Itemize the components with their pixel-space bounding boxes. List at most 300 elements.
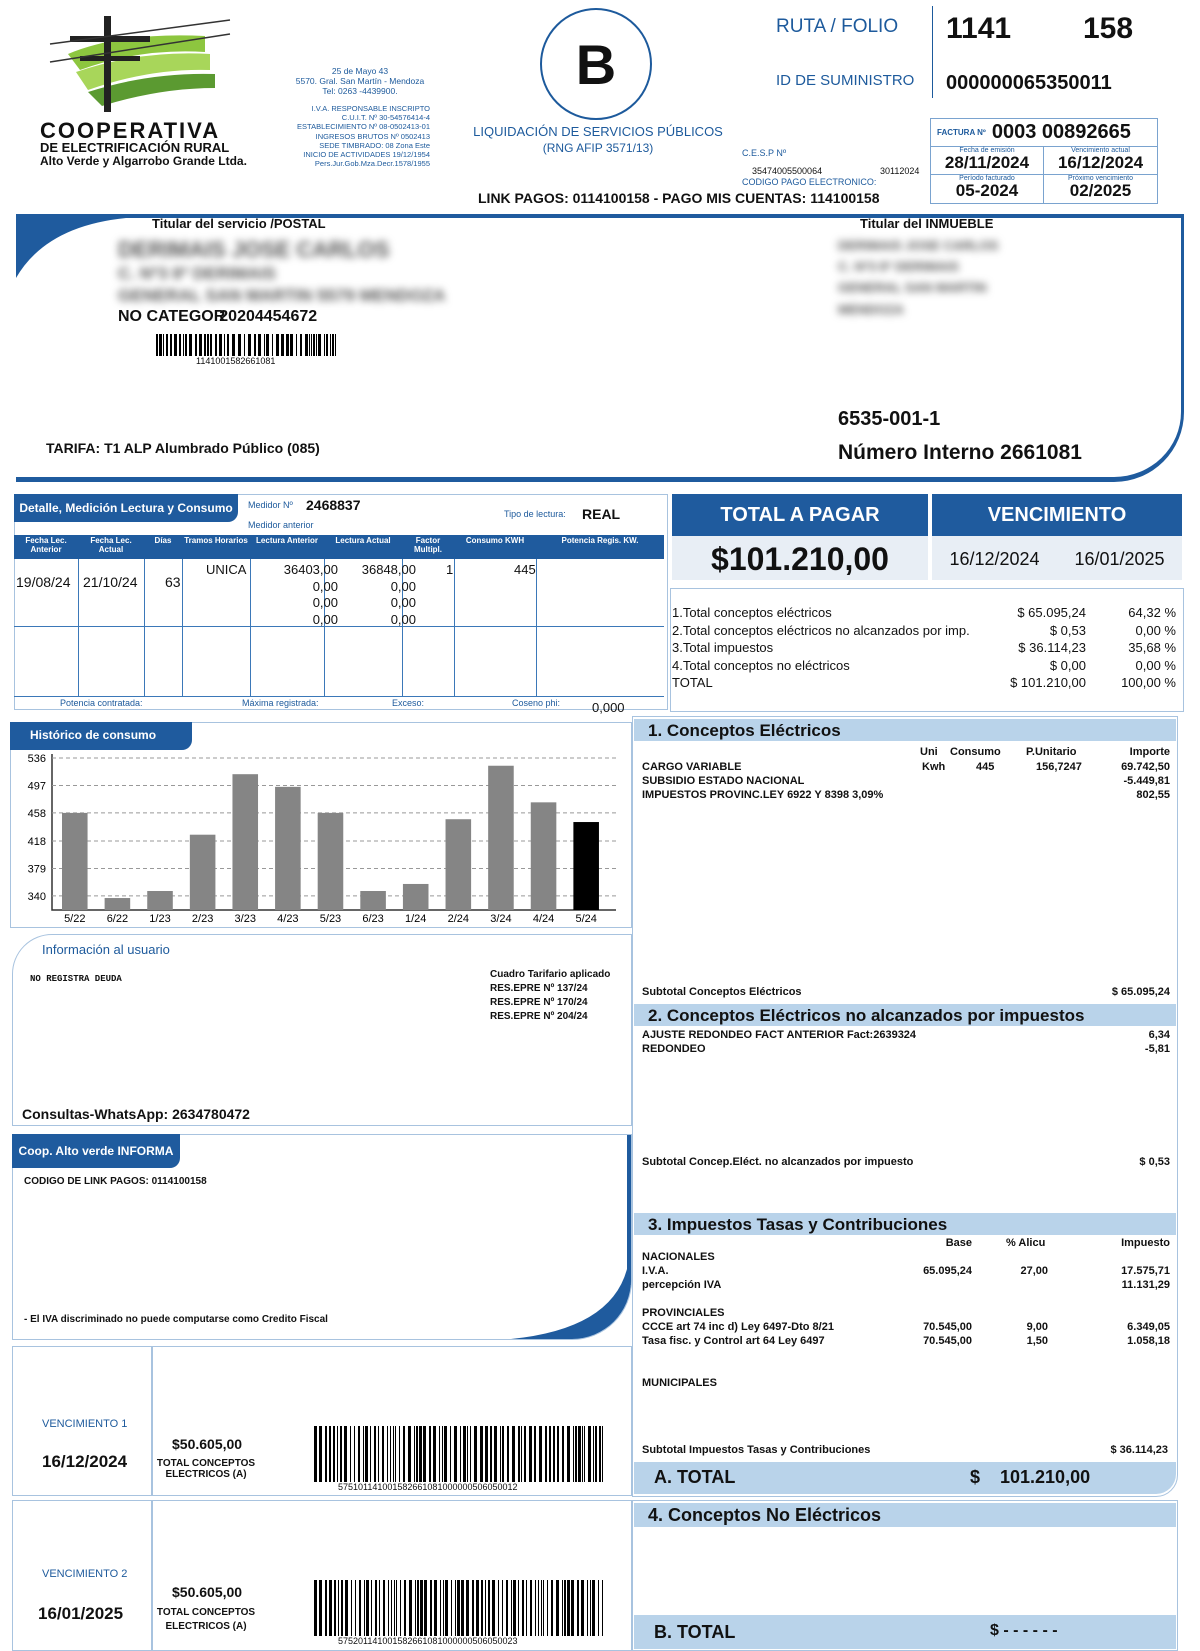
- barcode-bar: [488, 1580, 490, 1636]
- maxima-registrada-label: Máxima registrada:: [242, 698, 319, 708]
- barcode-bar: [238, 334, 241, 356]
- barcode-bar: [166, 334, 168, 356]
- barcode-bar: [391, 1580, 392, 1636]
- barcode-bar: [492, 1580, 495, 1636]
- barcode-bar: [296, 334, 297, 356]
- concepto-row: [642, 788, 1170, 802]
- info-title: Información al usuario: [42, 942, 170, 957]
- barcode-bar: [461, 1580, 464, 1636]
- invoice-letter: B: [575, 32, 617, 96]
- header-consumo: Consumo: [950, 746, 1001, 758]
- lectura-value: 36403,00: [283, 562, 338, 577]
- barcode-bar: [334, 1580, 336, 1636]
- chart-bar: [105, 898, 131, 910]
- barcode-bar: [326, 334, 328, 356]
- medicion-header-cell: Días: [154, 536, 172, 545]
- concepto-label: IMPUESTOS PROVINC.LEY 6922 Y 8398 3,09%: [642, 789, 884, 801]
- x-tick-label: 1/24: [404, 913, 427, 925]
- concepto-label: CARGO VARIABLE: [642, 761, 742, 773]
- iva-label: I.V.A.: [642, 1265, 669, 1277]
- barcode-bar: [529, 1426, 532, 1482]
- company-subtitle: DE ELECTRIFICACIÓN RURAL: [40, 140, 230, 155]
- barcode-bar: [564, 1580, 566, 1636]
- barcode-bar: [526, 1580, 527, 1636]
- barcode-bar: [272, 334, 273, 356]
- consumption-chart: [10, 750, 632, 930]
- barcode-bar: [395, 1426, 396, 1482]
- vertical-divider: [932, 6, 933, 98]
- barcode-bar: [485, 1580, 486, 1636]
- barcode-bar: [204, 334, 206, 356]
- barcode-bar: [485, 1426, 488, 1482]
- concepto-row: [642, 1028, 1170, 1042]
- barcode-bar: [599, 1426, 601, 1482]
- folio-value: 158: [1083, 12, 1134, 45]
- barcode-bar: [159, 334, 162, 356]
- y-tick-label: 379: [27, 863, 46, 876]
- barcode-bar: [316, 334, 317, 356]
- holder-name: DERIMAIS JOSE CARLOS: [118, 237, 390, 262]
- stub-1-desc: [154, 1458, 258, 1480]
- x-tick-label: 3/23: [234, 913, 256, 925]
- barcode-bar: [330, 334, 331, 356]
- totals-row-label: TOTAL: [672, 675, 713, 690]
- ccce-impuesto: 6.349,05: [1127, 1321, 1170, 1333]
- barcode-bar: [442, 1426, 443, 1482]
- barcode-bar: [592, 1580, 595, 1636]
- barcode-bar: [396, 1580, 397, 1636]
- header-base: Base: [945, 1237, 972, 1249]
- medicion-headers: [14, 535, 664, 559]
- numero-interno: Número Interno 2661081: [838, 441, 1082, 464]
- barcode-bar: [185, 334, 187, 356]
- s1-subtotal-label: Subtotal Conceptos Eléctricos: [642, 986, 802, 998]
- barcode-bar: [463, 1426, 466, 1482]
- barcode-bar: [382, 1426, 384, 1482]
- barcode-bar: [593, 1426, 594, 1482]
- barcode-bar: [433, 1426, 436, 1482]
- barcode-bar: [266, 334, 269, 356]
- deuda-text: NO REGISTRA DEUDA: [30, 974, 122, 984]
- vencimiento-label: VENCIMIENTO: [932, 494, 1182, 536]
- concepto-row: [642, 774, 1170, 788]
- barcode-bar: [345, 1580, 348, 1636]
- stub-1-code: 57510114100158266108100000050605001​2: [338, 1482, 518, 1492]
- barcode-bar: [443, 1580, 444, 1636]
- percepcion-label: percepción IVA: [642, 1279, 722, 1291]
- barcode-bar: [355, 1580, 356, 1636]
- cesp-label: C.E.S.P Nº: [742, 148, 787, 158]
- concepto-label: SUBSIDIO ESTADO NACIONAL: [642, 775, 805, 787]
- barcode-bar: [156, 334, 158, 356]
- total-label: TOTAL A PAGAR: [672, 494, 928, 536]
- lectura-value: 0,00: [312, 611, 338, 627]
- barcode-bar: [354, 1426, 355, 1482]
- s3-content: [642, 1236, 1170, 1436]
- barcode-bar: [363, 1426, 364, 1482]
- barcode-bar: [513, 1580, 516, 1636]
- barcode-bar: [383, 1580, 385, 1636]
- barcode-bar: [370, 1426, 371, 1482]
- barcode-bar: [457, 1580, 460, 1636]
- coseno-value: 0,000: [592, 700, 625, 715]
- venc-date-1: 16/12/2024: [949, 549, 1040, 569]
- barcode-bar: [179, 334, 181, 356]
- column-divider: [78, 559, 79, 697]
- iva-alic: 27,00: [1020, 1265, 1048, 1277]
- barcode-bar: [390, 1426, 391, 1482]
- s3-subtotal: $ 36.114,23: [1110, 1444, 1168, 1456]
- barcode-bar: [506, 1580, 508, 1636]
- totals-row-pct: 64,32 %: [1128, 605, 1176, 620]
- x-tick-label: 2/23: [191, 913, 214, 925]
- medicion-header-cell: Lectura Anterior: [256, 536, 318, 545]
- barcode-bar: [581, 1580, 584, 1636]
- barcode-bar: [224, 334, 225, 356]
- barcode-bar: [318, 334, 321, 356]
- medicion-header-cell: Lectura Actual: [335, 536, 391, 545]
- medicion-header-cell: Factor Multipl.: [414, 536, 442, 554]
- informa-title: Coop. Alto verde INFORMA: [12, 1134, 180, 1168]
- s3-subtotal-label: Subtotal Impuestos Tasas y Contribuciones: [642, 1444, 871, 1456]
- potencia-contratada-label: Potencia contratada:: [60, 698, 143, 708]
- barcode-bar: [337, 1426, 338, 1482]
- stub-2-code: 575201141001582661081000000506050023: [338, 1636, 518, 1646]
- barcode-bar: [470, 1426, 471, 1482]
- barcode-bar: [562, 1426, 564, 1482]
- barcode-bar: [466, 1580, 469, 1636]
- barcode-bar: [319, 1426, 322, 1482]
- provinciales-label: PROVINCIALES: [642, 1307, 725, 1319]
- header-importe: Importe: [1129, 746, 1170, 758]
- lectura-value: 0,00: [390, 578, 416, 594]
- company-logo: [40, 14, 240, 114]
- barcode-bar: [567, 1426, 570, 1482]
- medicion-header-cell: Consumo KWH: [465, 536, 525, 545]
- lectura-anterior: [266, 562, 338, 628]
- barcode-bar: [467, 1426, 468, 1482]
- barcode-bar: [366, 1580, 369, 1636]
- barcode-bar: [424, 1580, 427, 1636]
- tramo: UNICA: [206, 562, 247, 577]
- fiscal-line: INGRESOS BRUTOS Nº 0502413: [315, 131, 430, 141]
- fecha-emision-label: Fecha de emisión: [959, 147, 1015, 154]
- barcode-bar: [399, 1426, 400, 1482]
- barcode-bar: [539, 1426, 542, 1482]
- concepto-label: REDONDEO: [642, 1043, 706, 1055]
- percepcion-impuesto: 11.131,29: [1121, 1279, 1170, 1291]
- totals-row-label: 3.Total impuestos: [672, 640, 774, 655]
- barcode-bar: [451, 1580, 452, 1636]
- fiscal-line: Pers.Jur.Gob.Mza.Decr.1578/1955: [314, 159, 430, 169]
- barcode-bar: [541, 1580, 542, 1636]
- x-tick-label: 5/24: [575, 913, 597, 925]
- barcode-bar: [300, 334, 302, 356]
- barcode-bar: [518, 1580, 519, 1636]
- x-tick-label: 2/24: [447, 913, 470, 925]
- rng: (RNG AFIP 3571/13): [542, 141, 654, 155]
- exceso-label: Exceso:: [392, 698, 425, 708]
- stub-2-date: 16/01/2025: [38, 1604, 124, 1623]
- barcode-bar: [333, 1426, 335, 1482]
- section-2-title: 2. Conceptos Eléctricos no alcanzados por impuestos: [634, 1004, 1176, 1026]
- barcode-bar: [602, 1426, 603, 1482]
- totals-row-label: 1.Total conceptos eléctricos: [672, 605, 832, 620]
- barcode-bar: [598, 1580, 599, 1636]
- barcode-bar: [350, 1426, 351, 1482]
- barcode-bar: [314, 1426, 317, 1482]
- fiscal-info: [260, 104, 430, 168]
- barcode-bar: [325, 1580, 327, 1636]
- barcode-bar: [195, 334, 197, 356]
- barcode-bar: [374, 1426, 376, 1482]
- chart-bar: [403, 884, 429, 910]
- barcode-bar: [379, 1580, 380, 1636]
- section-1-rows: [642, 760, 1170, 802]
- column-divider: [144, 559, 145, 697]
- totals-row-amount: $ 101.210,00: [1010, 675, 1086, 690]
- barcode-bar: [530, 1580, 532, 1636]
- chart-bar: [190, 835, 216, 910]
- column-divider: [454, 559, 455, 697]
- section-4-title: 4. Conceptos No Eléctricos: [634, 1503, 1176, 1527]
- a-total-currency: $: [970, 1467, 981, 1487]
- barcode-bar: [502, 1426, 504, 1482]
- chart-bar: [488, 766, 514, 910]
- lectura-value: 36848,00: [361, 562, 416, 577]
- stub-2-barcode: [314, 1580, 606, 1636]
- section-3-title: 3. Impuestos Tasas y Contribuciones: [634, 1213, 1176, 1235]
- barcode-bar: [325, 1426, 327, 1482]
- vencimiento-dates: [932, 536, 1182, 580]
- s2-subtotal: $ 0,53: [1139, 1156, 1170, 1168]
- barcode-bar: [551, 1580, 553, 1636]
- barcode-bar: [189, 334, 192, 356]
- periodo-label: Período facturado: [959, 175, 1015, 182]
- periodo: 05-2024: [955, 181, 1019, 200]
- concepto-punit: 156,7247: [1036, 761, 1082, 773]
- cuadro-item: RES.EPRE Nº 170/24: [490, 997, 588, 1008]
- fiscal-line: INICIO DE ACTIVIDADES 19/12/1954: [303, 150, 430, 160]
- stub-2-desc: [154, 1606, 258, 1634]
- barcode-bar: [575, 1426, 577, 1482]
- barcode-bar: [587, 1580, 588, 1636]
- factura-number: 0003 00892665: [991, 121, 1131, 143]
- categoria-number: 20204454672: [219, 308, 318, 325]
- corner-curve: [16, 218, 126, 278]
- barcode-bar: [324, 334, 325, 356]
- total-amount: $101.210,00: [672, 536, 928, 580]
- power-pole-logo-icon: [40, 14, 240, 114]
- barcode-bar: [455, 1580, 456, 1636]
- chart-bar: [147, 891, 173, 910]
- header-uni: Uni: [920, 746, 938, 758]
- barcode-bar: [472, 1580, 474, 1636]
- barcode-bar: [375, 1580, 377, 1636]
- iva-note: - El IVA discriminado no puede computarse como Credito Fiscal: [24, 1314, 328, 1325]
- barcode-bar: [329, 1580, 332, 1636]
- totals-row-amount: $ 36.114,23: [1018, 640, 1086, 655]
- barcode-bar: [281, 334, 284, 356]
- section-2-rows: [642, 1028, 1170, 1056]
- y-tick-label: 418: [27, 836, 46, 849]
- barcode-bar: [423, 1426, 426, 1482]
- cuadro-title: Cuadro Tarifario aplicado: [490, 969, 611, 980]
- barcode-bar: [444, 1426, 447, 1482]
- lectura-value: 0,00: [390, 611, 416, 627]
- y-tick-label: 458: [27, 807, 46, 820]
- barcode-bar: [556, 1580, 559, 1636]
- barcode-bar: [409, 1580, 412, 1636]
- inmueble-line: C. Nº3 8º DERIMAIS: [838, 259, 959, 274]
- barcode-bar: [518, 1426, 520, 1482]
- tarifa: TARIFA: T1 ALP Alumbrado Público (085): [46, 440, 320, 456]
- ruta-value: 1141: [946, 12, 1012, 45]
- b-total-label: B. TOTAL: [654, 1622, 736, 1642]
- barcode-bar: [538, 1580, 539, 1636]
- fiscal-line: SEDE TIMBRADO: 08 Zona Este: [319, 140, 430, 150]
- x-tick-label: 5/23: [319, 913, 342, 925]
- totals-row-amount: $ 65.095,24: [1017, 605, 1086, 620]
- totals-row-pct: 100,00 %: [1121, 675, 1176, 690]
- barcode-bar: [378, 1426, 379, 1482]
- dias: 63: [165, 574, 181, 590]
- barcode-bar: [584, 1426, 585, 1482]
- holder-barcode: [156, 334, 340, 356]
- barcode-bar: [403, 1426, 405, 1482]
- inmueble-label: Titular del INMUEBLE: [860, 216, 994, 231]
- company-address: [285, 66, 435, 96]
- barcode-bar: [254, 334, 256, 356]
- lectura-actual: [344, 562, 416, 628]
- totals-row-label: 4.Total conceptos no eléctricos: [672, 657, 850, 673]
- b-total-amount: $ - - - - - -: [990, 1622, 1058, 1639]
- barcode-bar: [573, 1426, 574, 1482]
- barcode-bar: [290, 334, 293, 356]
- barcode-bar: [215, 334, 217, 356]
- barcode-bar: [454, 1426, 457, 1482]
- stub-desc-line: ELECTRICOS (A): [165, 1621, 247, 1632]
- barcode-bar: [371, 1580, 372, 1636]
- barcode-bar: [534, 1426, 536, 1482]
- informa-link: CODIGO DE LINK PAGOS: 0114100158: [24, 1176, 207, 1187]
- barcode-bar: [602, 1580, 603, 1636]
- concepto-consumo: 445: [976, 761, 995, 773]
- stub-desc-line: TOTAL CONCEPTOS: [156, 1607, 256, 1618]
- barcode-bar: [276, 334, 279, 356]
- cesp-date: 30112024: [880, 166, 920, 176]
- barcode-bar: [305, 334, 308, 356]
- barcode-bar: [416, 1426, 418, 1482]
- barcode-bar: [174, 334, 177, 356]
- totals-row-pct: 0,00 %: [1135, 622, 1176, 638]
- column-divider: [250, 559, 251, 697]
- id-suministro-value: 000000065350011: [946, 72, 1112, 94]
- concepto-row: [642, 1042, 1170, 1056]
- barcode-bar: [244, 334, 245, 356]
- header-impuesto: Impuesto: [1121, 1237, 1170, 1249]
- barcode-bar: [332, 334, 334, 356]
- chart-bar: [446, 819, 472, 910]
- stub-1-date: 16/12/2024: [42, 1452, 128, 1471]
- concepto-row: [642, 760, 1170, 774]
- tasa-label: Tasa fisc. y Control art 64 Ley 6497: [642, 1335, 825, 1347]
- info-box: [12, 934, 632, 1126]
- x-tick-label: 1/23: [149, 913, 171, 925]
- barcode-bar: [460, 1426, 461, 1482]
- barcode-bar: [578, 1426, 581, 1482]
- concepto-importe: 802,55: [1136, 789, 1170, 801]
- barcode-bar: [490, 1426, 492, 1482]
- concepto-importe: 69.742,50: [1121, 761, 1170, 773]
- totals-row: [672, 622, 1178, 640]
- cuadro-item: RES.EPRE Nº 137/24: [490, 983, 588, 994]
- barcode-bar: [364, 1580, 365, 1636]
- barcode-bar: [183, 334, 184, 356]
- barcode-bar: [476, 1580, 479, 1636]
- holder-barcode-text: 1141001582661081: [196, 356, 276, 366]
- medidor: 2468837: [306, 497, 361, 513]
- tasa-alic: 1,50: [1026, 1335, 1048, 1347]
- service-title: LIQUIDACIÓN DE SERVICIOS PÚBLICOS: [473, 124, 723, 139]
- cesp-value: 35474005500064: [752, 166, 823, 176]
- barcode-bar: [393, 1426, 394, 1482]
- barcode-bar: [163, 334, 164, 356]
- medicion-header-cell: Fecha Lec. Actual: [90, 536, 132, 554]
- x-tick-label: 6/23: [362, 913, 384, 925]
- medicion-header-cell: Fecha Lec. Anterior: [25, 536, 67, 554]
- barcode-bar: [445, 1580, 448, 1636]
- row-divider: [14, 696, 664, 697]
- barcode-bar: [408, 1426, 411, 1482]
- barcode-bar: [404, 1580, 406, 1636]
- barcode-bar: [329, 1426, 331, 1482]
- totals-row-amount: $ 0,00: [1049, 657, 1086, 673]
- ccce-base: 70.545,00: [923, 1321, 972, 1333]
- barcode-bar: [358, 1426, 360, 1482]
- barcode-bar: [535, 1580, 536, 1636]
- barcode-bar: [430, 1580, 432, 1636]
- venc-actual: 16/12/2024: [1057, 153, 1144, 172]
- column-divider: [536, 559, 537, 697]
- totals-row: [672, 604, 1178, 622]
- a-total-label: A. TOTAL: [654, 1467, 736, 1487]
- barcode-bar: [219, 334, 222, 356]
- concepto-label: AJUSTE REDONDEO FACT ANTERIOR Fact:2639324: [642, 1029, 917, 1041]
- barcode-bar: [313, 334, 315, 356]
- medidor-label: Medidor Nº: [248, 500, 293, 510]
- barcode-bar: [264, 334, 265, 356]
- barcode-bar: [286, 334, 289, 356]
- tasa-base: 70.545,00: [923, 1335, 972, 1347]
- barcode-bar: [590, 1580, 591, 1636]
- concepto-uni: Kwh: [922, 761, 946, 773]
- barcode-bar: [439, 1426, 440, 1482]
- y-tick-label: 340: [27, 890, 46, 903]
- barcode-bar: [248, 334, 251, 356]
- medicion-header-cell: Potencia Regis. KW.: [561, 536, 639, 545]
- stub-1-amount: $50.605,00: [172, 1436, 243, 1452]
- totals-row-pct: 0,00 %: [1135, 657, 1176, 673]
- barcode-bar: [500, 1426, 501, 1482]
- chart-bar: [573, 822, 599, 910]
- categoria: [118, 308, 317, 326]
- header-alic: % Alicu: [1006, 1237, 1046, 1249]
- factura-label: FACTURA Nº: [937, 128, 986, 137]
- section-1-title: 1. Conceptos Eléctricos: [634, 719, 1176, 741]
- barcode-bar: [547, 1580, 548, 1636]
- barcode-bar: [419, 1426, 422, 1482]
